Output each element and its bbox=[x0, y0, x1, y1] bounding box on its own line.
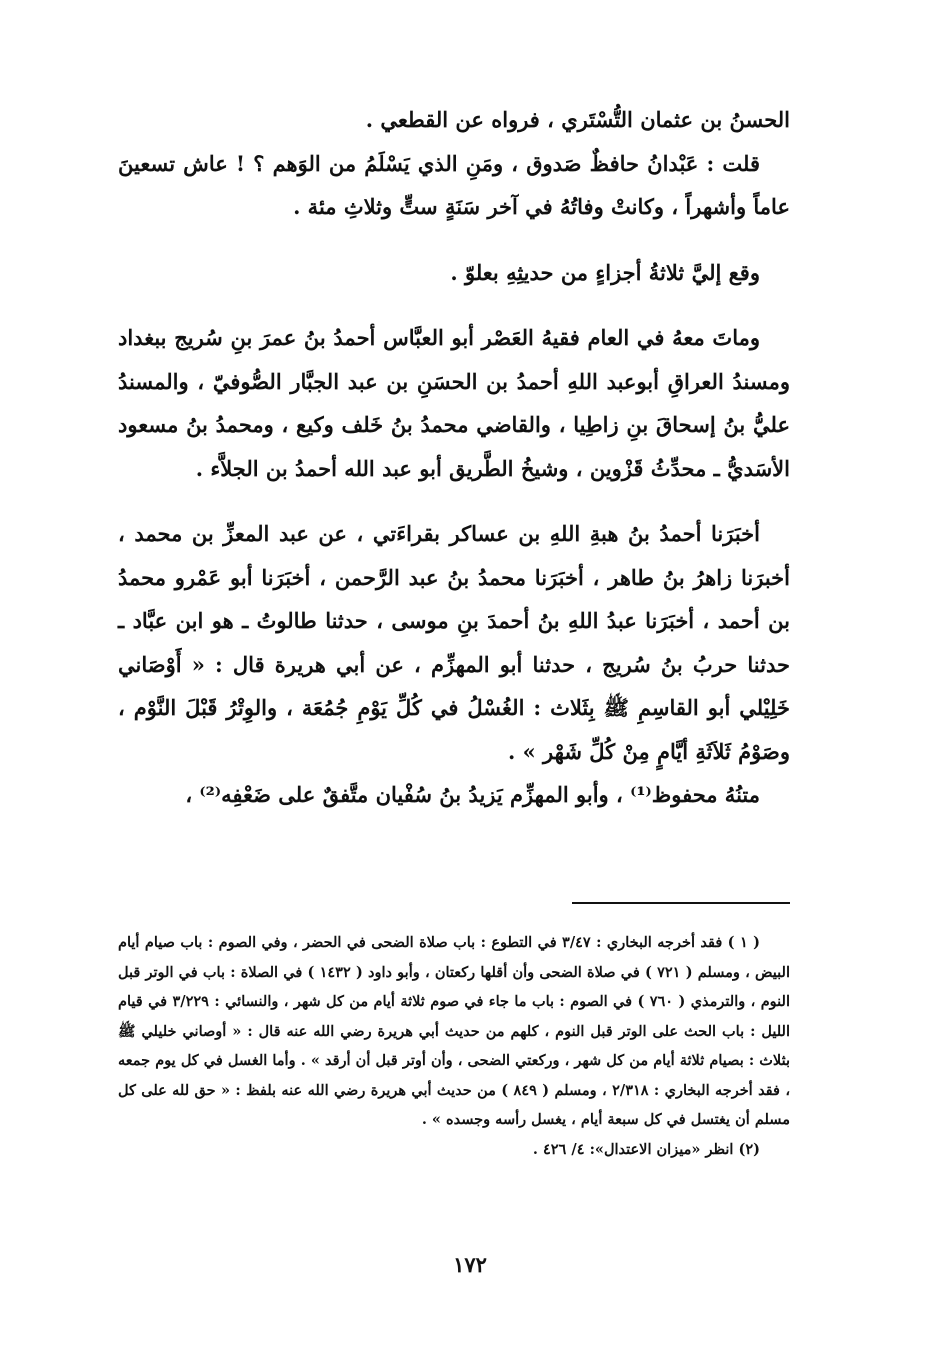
paragraph-5: أخبَرَنا أحمدُ بنُ هبةِ اللهِ بن عساكر بقراءَتي ، عن عبد المعزِّ بن محمد ، أخبرَنا زاهرُ بنُ طاهر ، أخبَرَنا محمدُ بنُ عبد الرَّحمن ، أخبَرَنا أبو عَمْرو محمدُ بن أحمد ، أخبَرَنا عبدُ اللهِ بنُ أحمدَ بنِ موسى ، حدثنا طالوتُ ـ هو ابن عبَّاد ـ حدثنا حربُ بنُ سُريج ، حدثنا أبو المهزِّم ، عن أبي هريرة قال : « أَوْصَاني خَلِيْلي أبو القاسِمِ ﷺ بِثَلاث : الغُسْلُ في كُلِّ يَوْمِ جُمُعَة ، والوِتْرُ قَبْلَ النَّوْم ، وصَوْمُ ثَلاَثَةِ أيَّامٍ مِنْ كُلِّ شَهْر » . bbox=[118, 521, 790, 764]
footnote-1: ( ١ ) فقد أخرجه البخاري : ٣/٤٧ في التطوع : باب صلاة الضحى في الحضر ، وفي الصوم : باب صيام أيام البيض ، ومسلم ( ٧٢١ ) في صلاة الضحى وأن أقلها ركعتان ، وأبو داود ( ١٤٣٢ ) في الصلاة : باب في الوتر قبل النوم ، والترمذي ( ٧٦٠ ) في الصوم : باب ما جاء في صوم ثلاثة أيام من كل شهر ، والنسائي : ٣/٢٢٩ في قيام الليل : باب الحث على الوتر قبل النوم ، كلهم من حديث أبي هريرة رضي الله عنه قال : « أوصاني خليلي ﷺ بثلاث : بصيام ثلاثة أيام من كل شهر ، وركعتي الضحى ، وأن أوتر قبل أن أرقد » . وأما الغسل في كل يوم جمعه ، فقد أخرجه البخاري : ٢/٣١٨ ، ومسلم ( ٨٤٩ ) من حديث أبي هريرة رضي الله عنه بلفظ : « حق لله على كل مسلم أن يغتسل في كل سبعة أيام ، يغسل رأسه وجسده » . bbox=[118, 934, 791, 1128]
paragraph-1: الحسنُ بن عثمان التُّسْتَري ، فرواه عن القطعي . bbox=[365, 107, 790, 132]
paragraph-6: متنُهُ محفوظ⁽¹⁾ ، وأبو المهزِّم يَزيدُ بنُ سُفْيان متَّفقٌ على ضَعْفِه⁽²⁾ ، bbox=[185, 782, 760, 807]
main-text bbox=[118, 98, 790, 817]
footnote-2: (٢) انظر «ميزان الاعتدال»: ٤/ ٤٢٦ . bbox=[532, 1140, 760, 1158]
paragraph-3: وقع إليَّ ثلاثةُ أجزاءٍ من حديثِهِ بعلوّ . bbox=[450, 259, 760, 285]
footnote-separator bbox=[572, 902, 790, 904]
page-number: ١٧٢ bbox=[453, 1252, 487, 1277]
paragraph-2: قلت : عَبْدانُ حافظٌ صَدوق ، ومَنِ الذي يَسْلَمُ من الوَهم ؟ ! عاش تسعينَ عاماً وأشهراً ، وكانتْ وفاتُهُ في آخر سَنَةٍ ستٍّ وثلاثِ مئة . bbox=[118, 150, 790, 219]
footnotes bbox=[118, 928, 790, 1164]
paragraph-4: وماتَ معهُ في العام فقيهُ العَصْر أبو العبَّاس أحمدُ بنُ عمرَ بنِ سُريج ببغداد ومسندُ العراقِ أبوعبد اللهِ أحمدُ بن الحسَنِ بن عبد الجبَّار الصُّوفيّ ، والمسندُ عليُّ بنُ إسحاقَ بنِ زاطِيا ، والقاضي محمدُ بنُ خَلف وكيع ، ومحمدُ بنُ مسعود الأسَديُّ ـ محدِّثُ قَزْوين ، وشيخُ الطَّريق أبو عبد الله أحمدُ بن الجلاَّء . bbox=[118, 325, 790, 481]
